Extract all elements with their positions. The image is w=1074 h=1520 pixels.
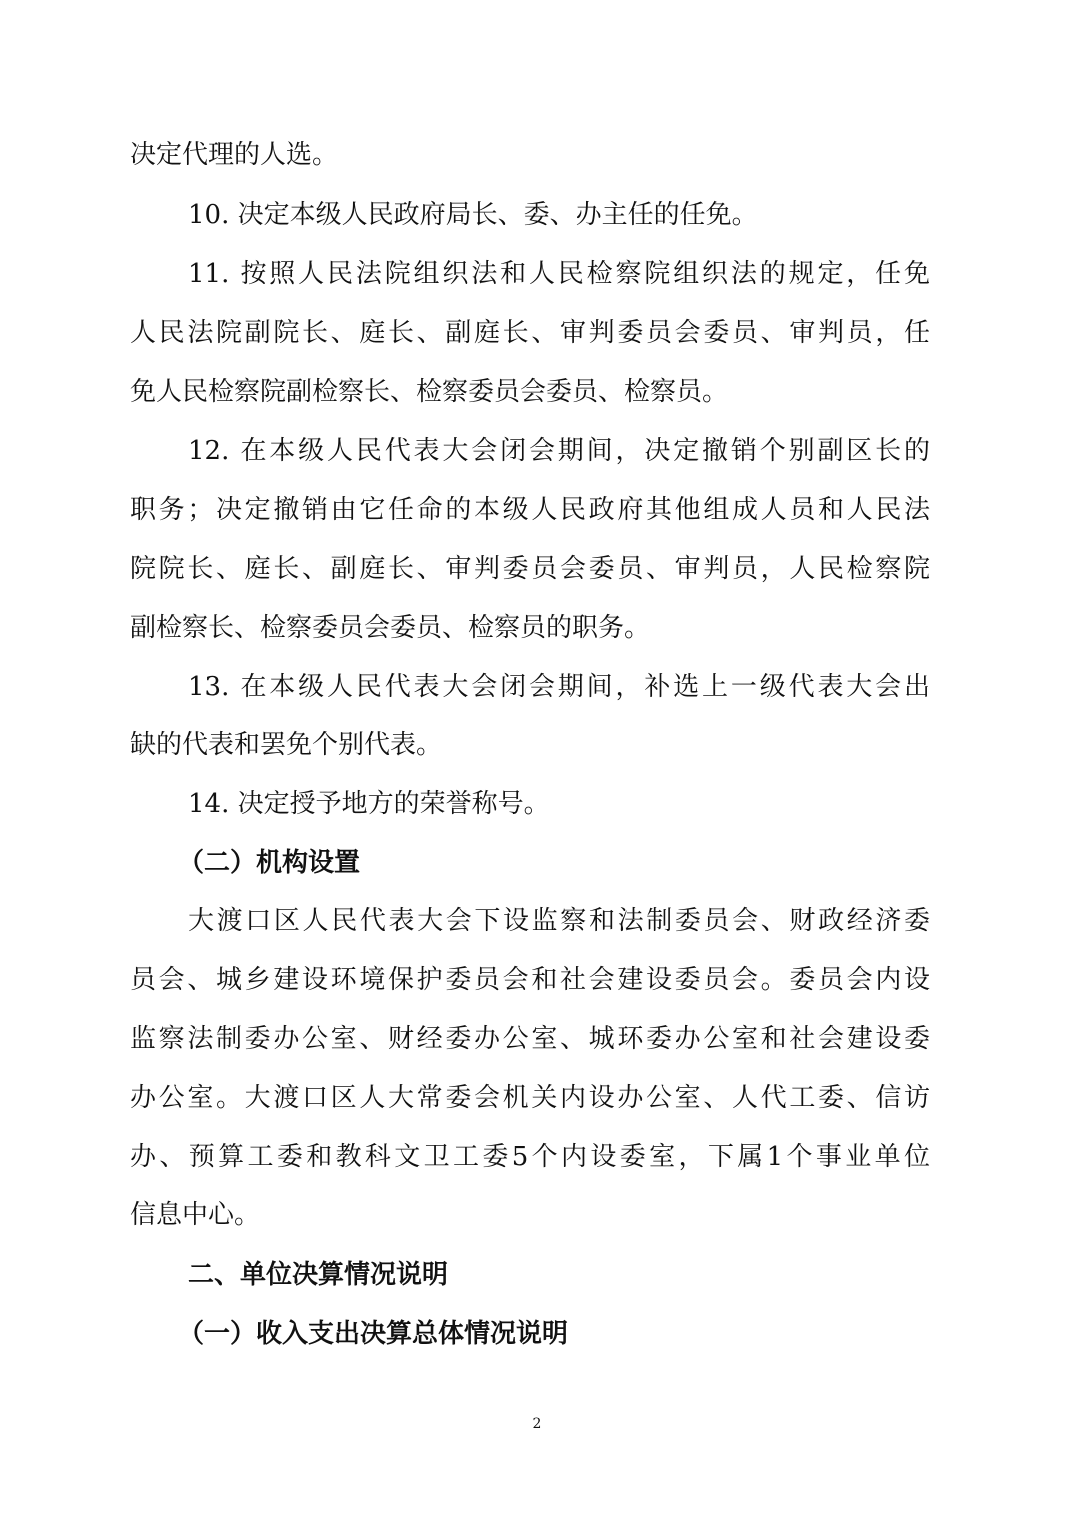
paragraph-line: 员会、城乡建设环境保护委员会和社会建设委员会。委员会内设: [130, 965, 930, 995]
text-line: 副检察长、检察委员会委员、检察员的职务。: [130, 613, 651, 643]
list-item-10: 10. 决定本级人民政府局长、委、办主任的任免。: [188, 200, 758, 230]
text-line: 缺的代表和罢免个别代表。: [130, 730, 443, 760]
paragraph-line: 大渡口区人民代表大会下设监察和法制委员会、财政经济委: [188, 906, 930, 936]
text-line: 人民法院副院长、庭长、副庭长、审判委员会委员、审判员，任: [130, 318, 930, 348]
text-line: 免人民检察院副检察长、检察委员会委员、检察员。: [130, 377, 729, 407]
chapter-heading: 二、单位决算情况说明: [188, 1260, 449, 1290]
section-heading: （二）机构设置: [178, 848, 361, 878]
paragraph-line: 信息中心。: [130, 1200, 261, 1230]
list-item-14: 14. 决定授予地方的荣誉称号。: [188, 789, 550, 819]
list-item-13: 13. 在本级人民代表大会闭会期间，补选上一级代表大会出: [188, 672, 930, 702]
page-number: 2: [532, 1416, 542, 1432]
text-line: 决定代理的人选。: [130, 140, 339, 170]
paragraph-line: 办公室。大渡口区人大常委会机关内设办公室、人代工委、信访: [130, 1083, 930, 1113]
text-line: 职务；决定撤销由它任命的本级人民政府其他组成人员和人民法: [130, 495, 930, 525]
text-line: 院院长、庭长、副庭长、审判委员会委员、审判员，人民检察院: [130, 554, 930, 584]
paragraph-line: 办、预算工委和教科文卫工委5个内设委室，下属1个事业单位: [130, 1142, 930, 1172]
list-item-11: 11. 按照人民法院组织法和人民检察院组织法的规定，任免: [188, 259, 930, 289]
list-item-12: 12. 在本级人民代表大会闭会期间，决定撤销个别副区长的: [188, 436, 930, 466]
paragraph-line: 监察法制委办公室、财经委办公室、城环委办公室和社会建设委: [130, 1024, 930, 1054]
section-heading: （一）收入支出决算总体情况说明: [178, 1319, 569, 1349]
